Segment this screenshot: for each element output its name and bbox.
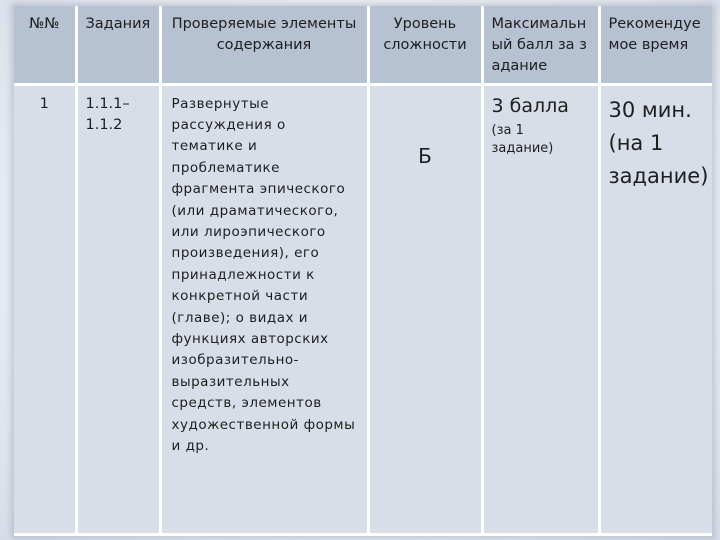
score-note: (за 1 задание) (491, 122, 554, 156)
table-row (14, 84, 712, 535)
header-tasks: Задания (76, 6, 160, 84)
header-max-score: Максимальный балл за задание (482, 6, 599, 84)
cell-number: 1 (14, 84, 76, 535)
cell-time: 30 мин. (на 1 задание) (599, 84, 712, 535)
cell-tasks: 1.1.1– 1.1.2 (76, 84, 160, 535)
table-header-row (14, 6, 712, 84)
score-main: 3 балла (491, 94, 569, 117)
header-level: Уровень сложности (368, 6, 482, 84)
header-time: Рекомендуемое время (599, 6, 712, 84)
cell-level (368, 84, 482, 535)
header-number: №№ (14, 6, 76, 84)
level-value: Б (418, 143, 432, 168)
header-elements: Проверяемые элементы содержания (160, 6, 368, 84)
cell-elements: Развернутые рассуждения о тематике и проблематике фрагмента эпического (или драматического, или лироэпического произведения), его принадлежности к конкретной части (главе); о видах и функциях авторских изобразительно-выразительных средств, элементов художественной формы и др. (160, 84, 368, 535)
tasks-table (14, 6, 712, 536)
cell-max-score (482, 84, 599, 535)
